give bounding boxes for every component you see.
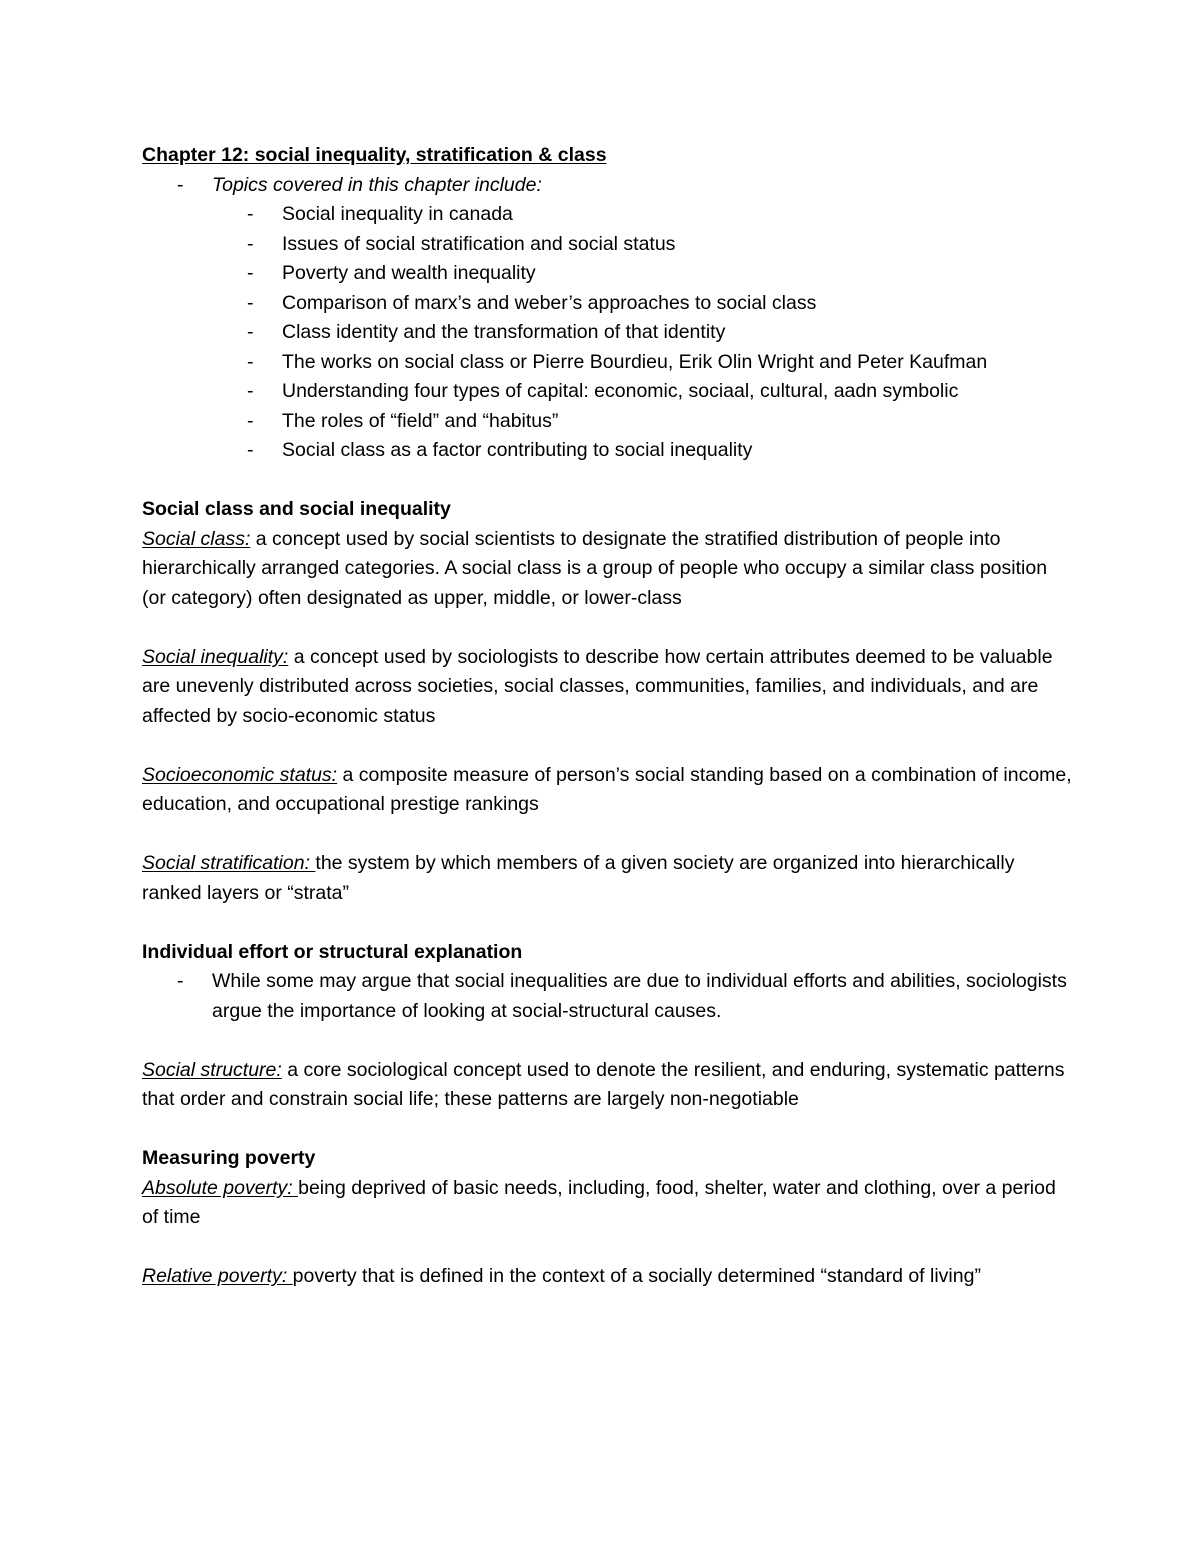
topic-text: Issues of social stratification and social status [282, 232, 676, 255]
definition-relative-poverty [142, 1262, 1072, 1292]
document-body [142, 141, 1072, 1292]
bullet-dash: - [177, 173, 184, 196]
topic-text: Social inequality in canada [282, 203, 513, 225]
bullet-dash: - [247, 321, 254, 343]
topic-text: Class identity and the transformation of that identity [282, 321, 726, 343]
spacer [142, 613, 1072, 643]
definition-socioeconomic-status [142, 761, 1072, 820]
spacer [142, 731, 1072, 761]
bullet-dash: - [247, 203, 254, 225]
topic-item [142, 289, 1072, 319]
spacer [142, 1115, 1072, 1145]
topic-item [142, 377, 1072, 407]
effort-bullet-text: While some may argue that social inequalities are due to individual efforts and abilities, sociologists argue the importance of looking at social-structural causes. [212, 970, 1067, 1022]
definition-term: Social structure: [142, 1058, 282, 1081]
bullet-dash: - [177, 970, 184, 992]
topic-text: Poverty and wealth inequality [282, 262, 536, 284]
topic-item [142, 200, 1072, 230]
definition-text: poverty that is defined in the context of a socially determined “standard of living” [292, 1265, 981, 1287]
topics-intro-text: Topics covered in this chapter include: [212, 173, 542, 196]
effort-bullet-item [142, 967, 1072, 1026]
definition-text: a concept used by social scientists to designate the stratified distribution of people into hierarchically arranged categories. A social class is a group of people who occupy a similar class position (or category) often designated as upper, middle, or lower-class [142, 527, 1048, 609]
definition-term: Social inequality: [142, 645, 289, 668]
topic-text: Social class as a factor contributing to social inequality [282, 439, 753, 461]
definition-term: Social class: [142, 527, 251, 550]
definition-social-class [142, 525, 1072, 614]
definition-absolute-poverty [142, 1174, 1072, 1233]
topic-text: Comparison of marx’s and weber’s approaches to social class [282, 291, 817, 314]
bullet-dash: - [247, 409, 254, 432]
definition-term: Absolute poverty: [142, 1176, 299, 1199]
topic-item [142, 318, 1072, 348]
spacer [142, 908, 1072, 938]
topic-text: The works on social class or Pierre Bourdieu, Erik Olin Wright and Peter Kaufman [282, 350, 988, 373]
topics-intro-item [142, 171, 1072, 201]
bullet-dash: - [247, 232, 254, 255]
section-heading-individual-effort: Individual effort or structural explanation [142, 940, 523, 963]
definition-text: the system by which members of a given society are organized into hierarchically ranked layers or “strata” [142, 852, 1015, 904]
bullet-dash: - [247, 439, 254, 461]
definition-text: a concept used by sociologists to describe how certain attributes deemed to be valuable are unevenly distributed across societies, social classes, communities, families, and individuals, and are affected by socio-economic status [142, 645, 1053, 727]
topic-item [142, 259, 1072, 289]
spacer [142, 1026, 1072, 1056]
bullet-dash: - [247, 350, 254, 373]
topic-item [142, 348, 1072, 378]
spacer [142, 820, 1072, 850]
topic-item [142, 407, 1072, 437]
definition-term: Relative poverty: [142, 1265, 293, 1287]
definition-text: a composite measure of person’s social standing based on a combination of income, education, and occupational prestige rankings [142, 763, 1072, 815]
definition-text: a core sociological concept used to denote the resilient, and enduring, systematic patterns that order and constrain social life; these patterns are largely non-negotiable [142, 1058, 1065, 1110]
bullet-dash: - [247, 291, 254, 314]
spacer [142, 1233, 1072, 1263]
definition-social-inequality [142, 643, 1072, 732]
topic-text: Understanding four types of capital: economic, sociaal, cultural, aadn symbolic [282, 380, 959, 402]
bullet-dash: - [247, 262, 254, 284]
topic-text: The roles of “field” and “habitus” [282, 409, 559, 432]
section-heading-measuring-poverty: Measuring poverty [142, 1147, 316, 1169]
section-heading-social-class: Social class and social inequality [142, 498, 451, 520]
definition-term: Social stratification: [142, 852, 316, 874]
topic-item [142, 230, 1072, 260]
definition-text: being deprived of basic needs, including, food, shelter, water and clothing, over a period of time [142, 1176, 1056, 1228]
topic-item [142, 436, 1072, 466]
bullet-dash: - [247, 380, 254, 402]
definition-social-stratification [142, 849, 1072, 908]
definition-social-structure [142, 1056, 1072, 1115]
chapter-title: Chapter 12: social inequality, stratification & class [142, 144, 607, 166]
definition-term: Socioeconomic status: [142, 763, 338, 786]
spacer [142, 466, 1072, 496]
